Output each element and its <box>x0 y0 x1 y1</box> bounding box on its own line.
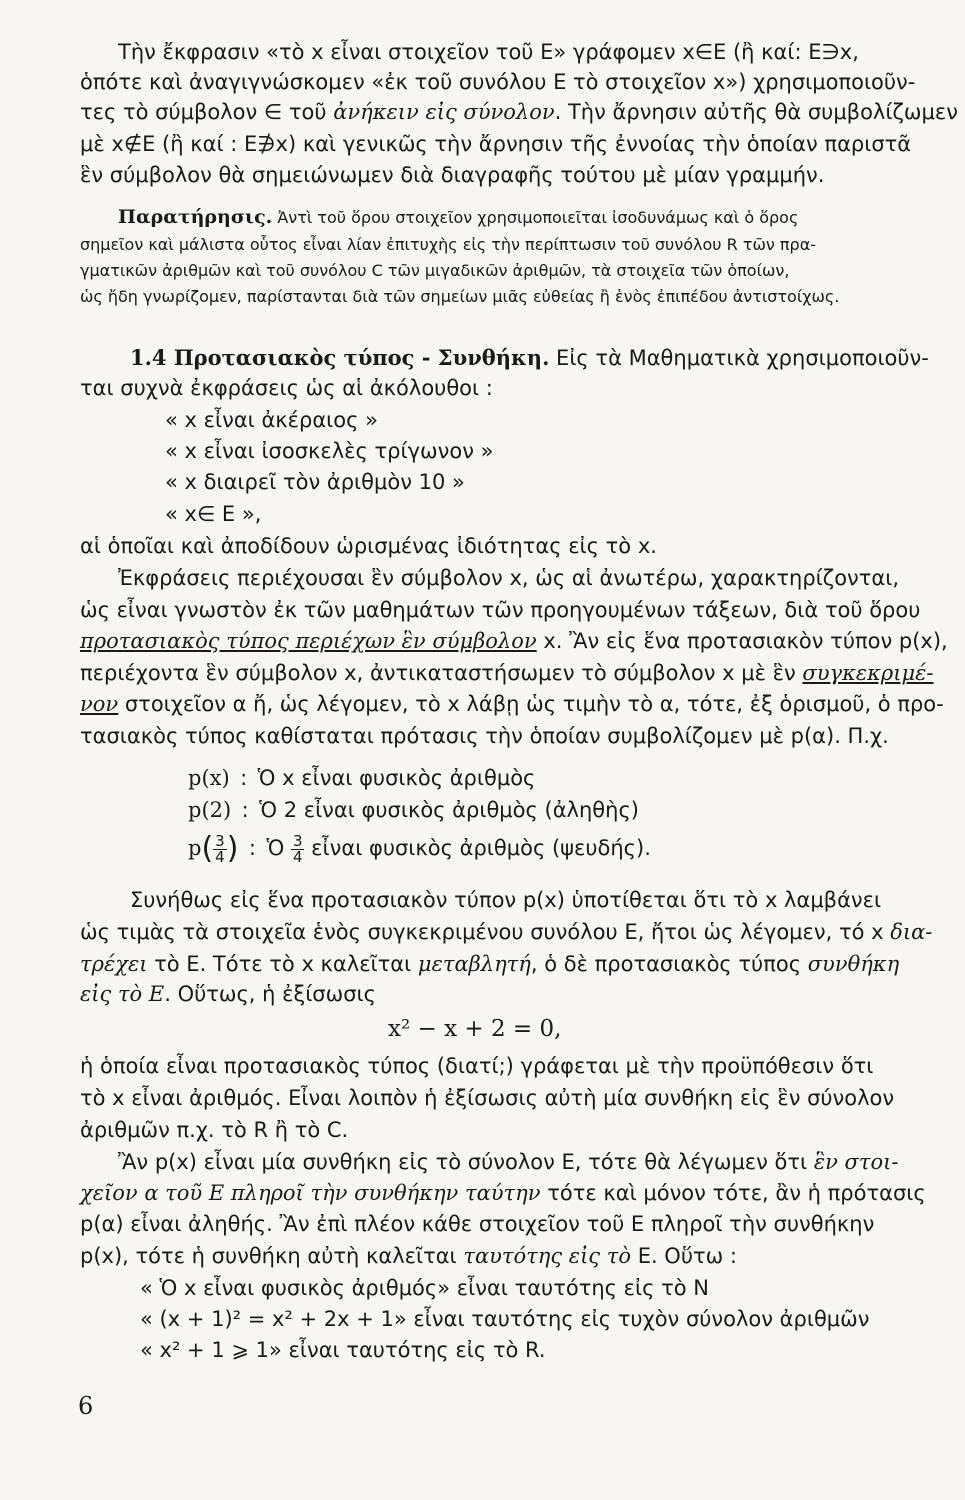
example-line: « x διαιρεῖ τὸν ἀριθμὸν 10 » <box>165 470 465 494</box>
text-line <box>80 98 958 126</box>
fraction <box>213 831 227 866</box>
italic-term: δια- <box>890 920 933 944</box>
example-lhs: p <box>188 836 202 860</box>
text-line: τὸ x εἶναι ἀριθμός. Εἶναι λοιπὸν ἡ ἐξίσωσις αὐτὴ μία συνθήκη εἰς ἓν σύνολον <box>80 1086 895 1110</box>
text-line <box>80 950 899 978</box>
identity-line: « Ὁ x εἶναι φυσικὸς ἀριθμός» εἶναι ταυτότης εἰς τὸ N <box>140 1276 709 1300</box>
italic-term: εἰς τὸ Ε <box>80 982 165 1006</box>
text-span: p(x), τότε ἡ συνθήκη αὐτὴ καλεῖται <box>80 1244 464 1268</box>
example-sep: : <box>248 836 256 860</box>
section-line <box>130 344 929 372</box>
remark-line: γματικῶν ἀριθμῶν καὶ τοῦ συνόλου C τῶν μιγαδικῶν ἀριθμῶν, τὰ στοιχεῖα τῶν ὁποίων, <box>80 261 790 280</box>
example-rhs: Ὁ <box>266 836 285 860</box>
fraction-denominator: 4 <box>292 847 303 866</box>
example-line: « x∈ E », <box>165 502 262 526</box>
example-line: « x εἶναι ἀκέραιος » <box>165 408 378 432</box>
text-line: τασιακὸς τύπος καθίσταται πρότασις τὴν ὁποίαν συμβολίζομεν μὲ p(α). Π.χ. <box>80 724 889 748</box>
text-span: , ὁ δὲ προτασιακὸς τύπος <box>530 952 808 976</box>
example-row <box>188 826 651 870</box>
identity-line: « (x + 1)² = x² + 2x + 1» εἶναι ταυτότης εἰς τυχὸν σύνολον ἀριθμῶν <box>140 1307 870 1331</box>
section-heading: 1.4 Προτασιακὸς τύπος - Συνθήκη. <box>130 345 550 370</box>
text-span: τες τὸ σύμβολον ∈ τοῦ <box>80 100 334 124</box>
text-line: αἱ ὁποῖαι καὶ ἀποδίδουν ὡρισμένας ἰδιότητας εἰς τὸ x. <box>80 534 657 558</box>
italic-term: νον <box>80 692 119 716</box>
text-line: ται συχνὰ ἐκφράσεις ὡς αἱ ἀκόλουθοι : <box>80 376 493 400</box>
remark-line <box>118 205 798 230</box>
italic-term: συνθήκη <box>807 952 900 976</box>
text-span: Ε. Οὕτω : <box>631 1244 737 1268</box>
text-span: x. Ἂν εἰς ἕνα προτασιακὸν τύπον p(x), <box>536 629 948 653</box>
example-lhs: p(x) <box>188 766 230 790</box>
text-span: . Οὕτως, ἡ ἐξίσωσις <box>164 982 376 1006</box>
remark-line: ὡς ἤδη γνωρίζομεν, παρίστανται διὰ τῶν σημείων μιᾶς εὐθείας ἢ ἑνὸς ἐπιπέδου ἀντιστοίχως. <box>80 287 840 306</box>
text-line: Ἐκφράσεις περιέχουσαι ἓν σύμβολον x, ὡς αἱ ἀνωτέρω, χαρακτηρίζονται, <box>118 566 900 590</box>
text-line: ἓν σύμβολον θὰ σημειώνωμεν διὰ διαγραφῆς τούτου μὲ μίαν γραμμήν. <box>80 163 825 187</box>
italic-term: χεῖον α τοῦ Ε πληροῖ τὴν συνθήκην ταύτην <box>80 1181 541 1205</box>
fraction-denominator: 4 <box>215 847 225 866</box>
example-rhs: Ὁ 2 εἶναι φυσικὸς ἀριθμὸς (ἀληθὴς) <box>259 798 639 822</box>
text-span: . Τὴν ἄρνησιν αὐτῆς θὰ συμβολίζωμεν <box>554 100 958 124</box>
text-span: περιέχοντα ἓν σύμβολον x, ἀντικαταστήσωμεν τὸ σύμβολον x μὲ ἓν <box>80 661 803 685</box>
text-line <box>80 918 932 946</box>
text-span: τὸ Ε. Τότε τὸ x καλεῖται <box>147 952 418 976</box>
text-span: Ἂν p(x) εἶναι μία συνθήκη εἰς τὸ σύνολον Ε, τότε θὰ λέγωμεν ὅτι <box>118 1150 814 1174</box>
text-line: ὁπότε καὶ ἀναγιγνώσκομεν «ἐκ τοῦ συνόλου Ε τὸ στοιχεῖον x») χρησιμοποιοῦν- <box>80 70 916 94</box>
text-line <box>80 1242 737 1270</box>
text-line: μὲ x∉E (ἢ καί : E∌x) καὶ γενικῶς τὴν ἄρνησιν τῆς ἐννοίας τὴν ὁποίαν παριστᾶ <box>80 132 912 156</box>
text-line: ἀριθμῶν π.χ. τὸ R ἢ τὸ C. <box>80 1118 349 1142</box>
text-span: Εἰς τὰ Μαθηματικὰ χρησιμοποιοῦν- <box>549 346 929 370</box>
example-rhs: εἶναι φυσικὸς ἀριθμὸς (ψευδής). <box>311 836 651 860</box>
text-line <box>80 627 948 655</box>
italic-term: ταυτότης εἰς τὸ <box>463 1244 632 1268</box>
example-sep: : <box>240 766 248 790</box>
text-line <box>80 690 944 718</box>
text-span: ὡς τιμὰς τὰ στοιχεῖα ἑνὸς συγκεκριμένου συνόλου Ε, ἤτοι ὡς λέγομεν, τό x <box>80 920 891 944</box>
italic-term: μεταβλητή <box>417 952 531 976</box>
fraction-numerator: 3 <box>292 831 303 850</box>
page-number: 6 <box>78 1392 94 1420</box>
text-line: Τὴν ἔκφρασιν «τὸ x εἶναι στοιχεῖον τοῦ Ε» γράφομεν x∈E (ἢ καί: E∋x, <box>118 40 859 64</box>
text-line: ὡς εἶναι γνωστὸν ἐκ τῶν μαθημάτων τῶν προηγουμένων τάξεων, διὰ τοῦ ὅρου <box>80 598 921 622</box>
text-line: p(α) εἶναι ἀληθής. Ἂν ἐπὶ πλέον κάθε στοιχεῖον τοῦ Ε πληροῖ τὴν συνθήκην <box>80 1212 875 1236</box>
identity-line: « x² + 1 ⩾ 1» εἶναι ταυτότης εἰς τὸ R. <box>140 1338 546 1362</box>
text-line <box>80 1179 926 1207</box>
fraction <box>291 831 305 866</box>
italic-term: ἓν στοι- <box>813 1150 899 1174</box>
example-sep: : <box>241 798 249 822</box>
remark-line: σημεῖον καὶ μάλιστα οὗτος εἶναι λίαν ἐπιτυχὴς εἰς τὴν περίπτωσιν τοῦ συνόλου R τῶν πρα- <box>80 235 817 254</box>
example-line: « x εἶναι ἰσοσκελὲς τρίγωνον » <box>165 439 494 463</box>
italic-term: ἀνήκειν εἰς σύνολον <box>333 100 555 124</box>
remark-heading: Παρατήρησις. <box>118 206 273 228</box>
italic-term: συγκεκριμέ- <box>802 661 934 685</box>
example-row <box>188 796 639 824</box>
fraction-numerator: 3 <box>215 831 225 850</box>
equation: x² − x + 2 = 0, <box>388 1016 562 1042</box>
example-lhs: p(2) <box>188 798 232 822</box>
text-line: Συνήθως εἰς ἕνα προτασιακὸν τύπον p(x) ὑποτίθεται ὅτι τὸ x λαμβάνει <box>130 888 882 912</box>
example-row <box>188 764 535 792</box>
paren-close: ) <box>226 831 239 866</box>
text-line <box>118 1148 898 1176</box>
italic-term: προτασιακὸς τύπος περιέχων ἓν σύμβολον <box>80 629 537 653</box>
text-line <box>80 980 376 1008</box>
text-span: στοιχεῖον α ἤ, ὡς λέγομεν, τὸ x λάβῃ ὡς τιμὴν τὸ α, τότε, ἐξ ὁρισμοῦ, ὁ προ- <box>118 692 944 716</box>
italic-term: τρέχει <box>80 952 148 976</box>
text-span: Ἀντὶ τοῦ ὅρου στοιχεῖον χρησιμοποιεῖται ἰσοδυνάμως καὶ ὁ ὅρος <box>272 208 799 227</box>
paren-open: ( <box>201 831 214 866</box>
text-span: τότε καὶ μόνον τότε, ἂν ἡ πρότασις <box>540 1181 926 1205</box>
text-line: ἡ ὁποία εἶναι προτασιακὸς τύπος (διατί;) γράφεται μὲ τὴν προϋπόθεσιν ὅτι <box>80 1054 874 1078</box>
text-line <box>80 659 933 687</box>
example-rhs: Ὁ x εἶναι φυσικὸς ἀριθμὸς <box>257 766 536 790</box>
